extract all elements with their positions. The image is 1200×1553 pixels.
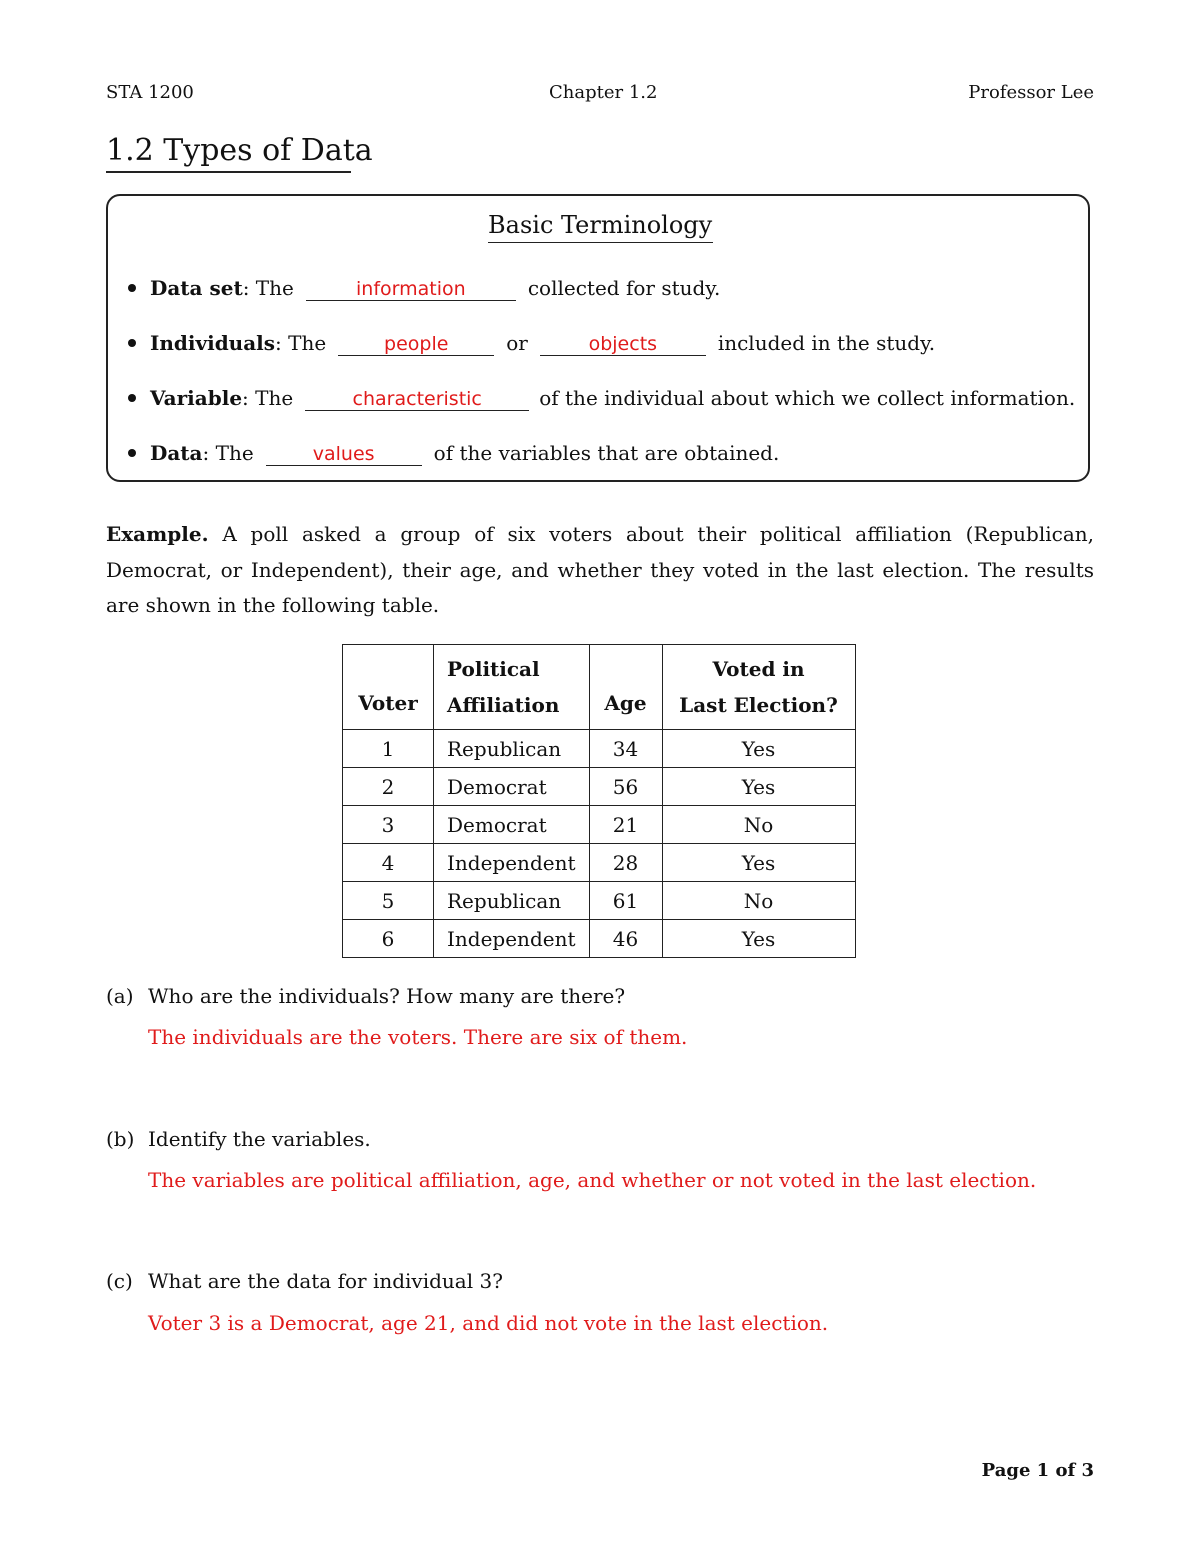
cell-affiliation: Democrat [434, 768, 590, 806]
question-text: Identify the variables. [148, 1127, 371, 1151]
header-voted: Voted in Last Election? [662, 645, 855, 730]
cell-age: 61 [589, 882, 662, 920]
question-label: (b) [106, 1127, 135, 1151]
bullet-icon [128, 449, 136, 457]
term-name: Variable [150, 386, 243, 410]
cell-age: 46 [589, 920, 662, 958]
header-voter: Voter [343, 645, 434, 730]
example-text: A poll asked a group of six voters about their political affiliation (Republican, Democrat, or Independent), their age, and whether they voted in the last election. The results are shown in the following table. [106, 522, 1094, 617]
table-row [343, 882, 856, 920]
table-row [343, 730, 856, 768]
voter-table [342, 644, 856, 958]
term-blank-answer: people [338, 333, 494, 356]
question-label: (a) [106, 984, 134, 1008]
question-b [106, 1126, 371, 1152]
term-item-data: Data : The values of the variables that are obtained. [128, 440, 779, 466]
cell-voter: 1 [343, 730, 434, 768]
bullet-icon [128, 394, 136, 402]
cell-affiliation: Republican [434, 882, 590, 920]
header-age: Age [589, 645, 662, 730]
table-row [343, 806, 856, 844]
cell-age: 21 [589, 806, 662, 844]
cell-affiliation: Independent [434, 920, 590, 958]
cell-voter: 6 [343, 920, 434, 958]
table-header-row [343, 645, 856, 730]
example-paragraph [106, 517, 1094, 624]
term-name: Data [150, 441, 203, 465]
cell-voter: 2 [343, 768, 434, 806]
term-name: Individuals [150, 331, 276, 355]
term-mid: or [506, 331, 528, 355]
header-course: STA 1200 [106, 82, 194, 103]
cell-affiliation: Independent [434, 844, 590, 882]
term-blank-answer: objects [540, 333, 706, 356]
bullet-icon [128, 284, 136, 292]
question-text: Who are the individuals? How many are there? [148, 984, 626, 1008]
cell-voted: No [662, 806, 855, 844]
answer-a: The individuals are the voters. There are six of them. [148, 1025, 688, 1049]
term-item-variable: Variable : The characteristic of the individual about which we collect information. [128, 385, 1075, 411]
term-pre: The [255, 276, 294, 300]
terminology-heading-underline [488, 242, 713, 243]
bullet-icon [128, 339, 136, 347]
header-professor: Professor Lee [968, 82, 1094, 103]
page-number: Page 1 of 3 [981, 1460, 1094, 1481]
term-post: included in the study. [717, 331, 936, 355]
cell-voter: 4 [343, 844, 434, 882]
page-title: 1.2 Types of Data [106, 133, 373, 168]
question-a [106, 983, 625, 1009]
header-affiliation: Political Affiliation [434, 645, 590, 730]
cell-voted: Yes [662, 844, 855, 882]
cell-age: 34 [589, 730, 662, 768]
cell-age: 56 [589, 768, 662, 806]
question-c [106, 1268, 503, 1294]
term-name: Data set [150, 276, 243, 300]
table-row [343, 920, 856, 958]
table-row [343, 844, 856, 882]
term-blank-answer: characteristic [305, 388, 529, 411]
term-post: of the variables that are obtained. [433, 441, 780, 465]
term-blank-answer: information [306, 278, 516, 301]
question-label: (c) [106, 1269, 133, 1293]
terminology-heading: Basic Terminology [488, 211, 713, 239]
title-underline [106, 171, 351, 173]
cell-voter: 3 [343, 806, 434, 844]
cell-voter: 5 [343, 882, 434, 920]
cell-affiliation: Republican [434, 730, 590, 768]
answer-c: Voter 3 is a Democrat, age 21, and did not vote in the last election. [148, 1311, 829, 1335]
answer-b: The variables are political affiliation, age, and whether or not voted in the last election. [148, 1168, 1037, 1192]
term-blank-answer: values [266, 443, 422, 466]
term-post: of the individual about which we collect information. [539, 386, 1076, 410]
term-pre: The [255, 386, 294, 410]
cell-voted: No [662, 882, 855, 920]
table-row [343, 768, 856, 806]
cell-voted: Yes [662, 920, 855, 958]
example-label: Example. [106, 522, 209, 546]
question-text: What are the data for individual 3? [148, 1269, 503, 1293]
cell-voted: Yes [662, 730, 855, 768]
term-item-individuals: Individuals : The people or objects included in the study. [128, 330, 935, 356]
cell-affiliation: Democrat [434, 806, 590, 844]
term-pre: The [215, 441, 254, 465]
header-chapter: Chapter 1.2 [549, 82, 658, 103]
term-post: collected for study. [527, 276, 721, 300]
term-pre: The [288, 331, 327, 355]
cell-voted: Yes [662, 768, 855, 806]
term-item-data-set: Data set : The information collected for study. [128, 275, 720, 301]
cell-age: 28 [589, 844, 662, 882]
